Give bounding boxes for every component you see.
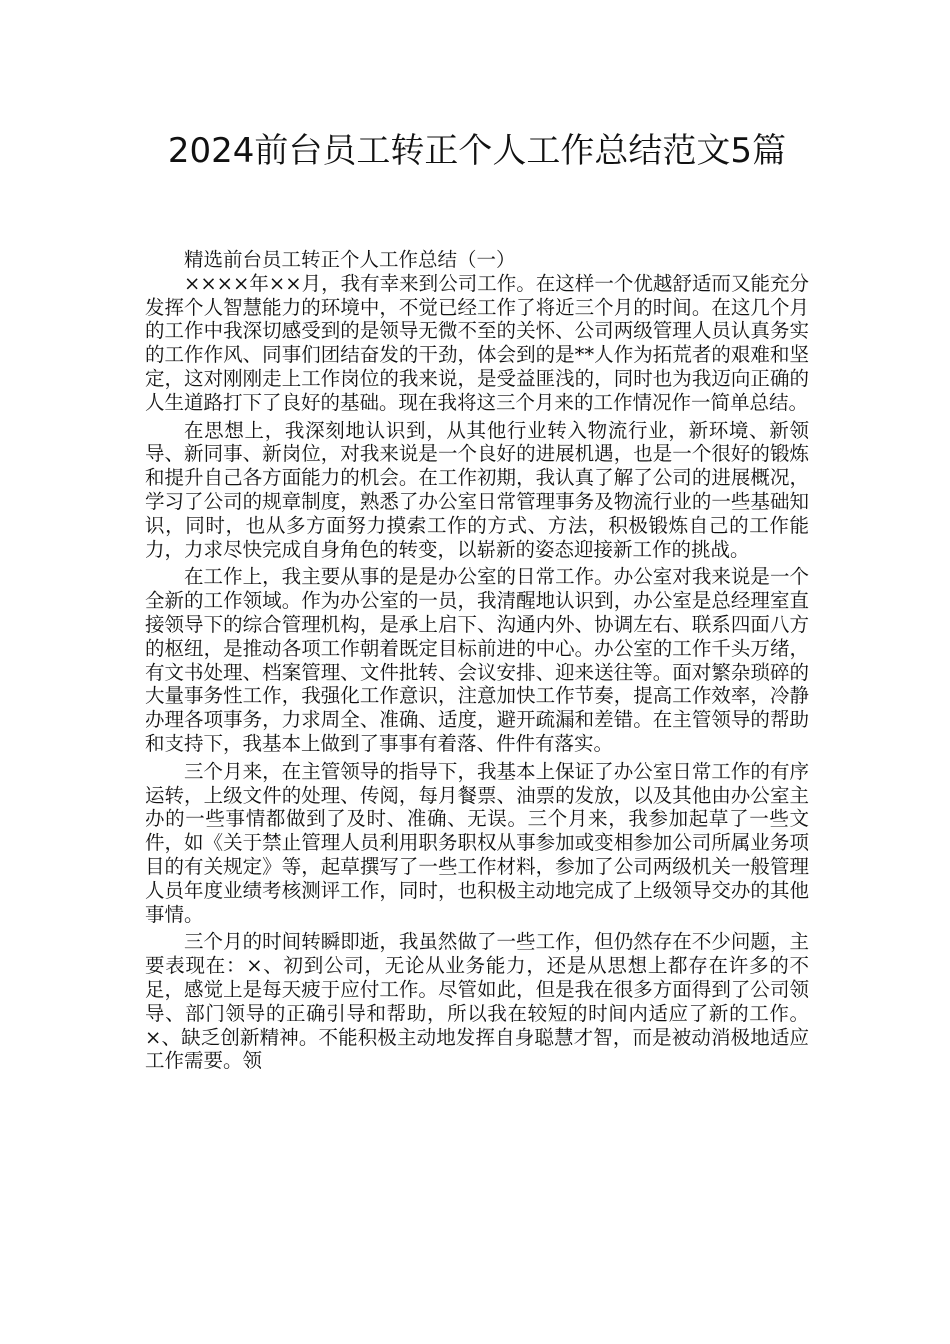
paragraph-2: 在思想上，我深刻地认识到，从其他行业转入物流行业，新环境、新领导、新同事、新岗位，对我来说是一个良好的进展机遇，也是一个很好的锻炼和提升自己各方面能力的机会。在工作初期，我认真了解了公司的进展概况，学习了公司的规章制度，熟悉了办公室日常管理事务及物流行业的一些基础知识，同时，也从多方面努力摸索工作的方式、方法，积极锻炼自己的工作能力，力求尽快完成自身角色的转变，以崭新的姿态迎接新工作的挑战。 [145,418,809,561]
document-body [145,248,809,1073]
paragraph-5: 三个月的时间转瞬即逝，我虽然做了一些工作，但仍然存在不少问题，主要表现在：×、初到公司，无论从业务能力，还是从思想上都存在许多的不足，感觉上是每天疲于应付工作。尽管如此，但是我在很多方面得到了公司领导、部门领导的正确引导和帮助，所以我在较短的时间内适应了新的工作。×、缺乏创新精神。不能积极主动地发挥自身聪慧才智，而是被动消极地适应工作需要。领 [145,930,809,1073]
section-heading: 精选前台员工转正个人工作总结（一） [184,248,516,271]
paragraph-1: ××××年××月，我有幸来到公司工作。在这样一个优越舒适而又能充分发挥个人智慧能力的环境中，不觉已经工作了将近三个月的时间。在这几个月的工作中我深切感受到的是领导无微不至的关怀、公司两级管理人员认真务实的工作作风、同事们团结奋发的干劲，体会到的是**人作为拓荒者的艰难和坚定，这对刚刚走上工作岗位的我来说，是受益匪浅的，同时也为我迈向正确的人生道路打下了良好的基础。现在我将这三个月来的工作情况作一简单总结。 [145,271,809,414]
document-title: 2024前台员工转正个人工作总结范文5篇 [167,131,787,171]
paragraph-4: 三个月来，在主管领导的指导下，我基本上保证了办公室日常工作的有序运转，上级文件的处理、传阅，每月餐票、油票的发放，以及其他由办公室主办的一些事情都做到了及时、准确、无误。三个月来，我参加起草了一些文件，如《关于禁止管理人员利用职务职权从事参加或变相参加公司所属业务项目的有关规定》等，起草撰写了一些工作材料，参加了公司两级机关一般管理人员年度业绩考核测评工作，同时，也积极主动地完成了上级领导交办的其他事情。 [145,759,809,926]
paragraph-3: 在工作上，我主要从事的是是办公室的日常工作。办公室对我来说是一个全新的工作领域。作为办公室的一员，我清醒地认识到，办公室是总经理室直接领导下的综合管理机构，是承上启下、沟通内外、协调左右、联系四面八方的枢纽，是推动各项工作朝着既定目标前进的中心。办公室的工作千头万绪，有文书处理、档案管理、文件批转、会议安排、迎来送往等。面对繁杂琐碎的大量事务性工作，我强化工作意识，注意加快工作节奏，提高工作效率，冷静办理各项事务，力求周全、准确、适度，避开疏漏和差错。在主管领导的帮助和支持下，我基本上做到了事事有着落、件件有落实。 [145,565,809,755]
